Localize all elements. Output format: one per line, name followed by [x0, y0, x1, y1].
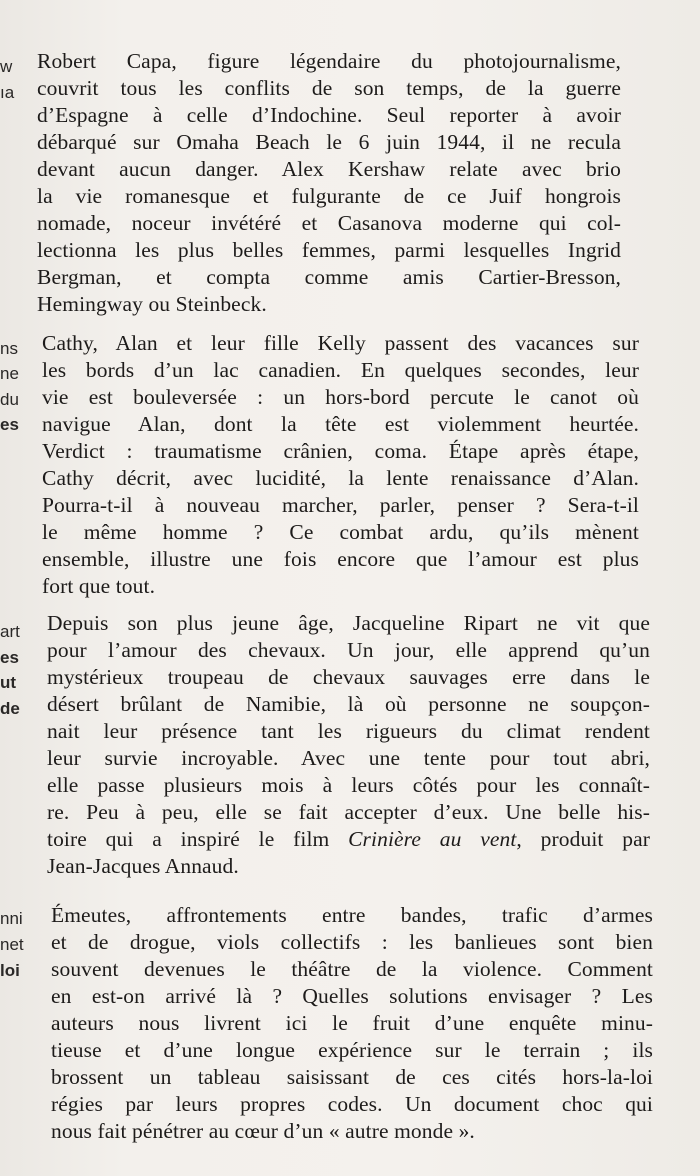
text-line: auteurs nous livrent ici le fruit d’une enquête minu-: [51, 1011, 653, 1035]
text-line: ensemble, illustre une fois encore que l’amour est plus: [42, 547, 639, 571]
text-line: elle passe plusieurs mois à leurs côtés pour les connaît-: [47, 773, 650, 797]
text-line: Cathy décrit, avec lucidité, la lente renaissance d’Alan.: [42, 466, 639, 490]
text-line: les bords d’un lac canadien. En quelques secondes, leur: [42, 358, 639, 382]
text-line: vie est bouleversée : un hors-bord percute le canot où: [42, 385, 639, 409]
text-line: débarqué sur Omaha Beach le 6 juin 1944, il ne recula: [37, 130, 621, 154]
text-line: pour l’amour des chevaux. Un jour, elle apprend qu’un: [47, 638, 650, 662]
text-line: nait leur présence tant les rigueurs du climat rendent: [47, 719, 650, 743]
text-line: désert brûlant de Namibie, là où personne ne soupçon-: [47, 692, 650, 716]
text-line: devant aucun danger. Alex Kershaw relate avec brio: [37, 157, 621, 181]
margin-fragment: ne: [0, 364, 19, 383]
margin-fragment: loi: [0, 961, 20, 980]
text-line: le même homme ? Ce combat ardu, qu’ils mènent: [42, 520, 639, 544]
text-line: en est-on arrivé là ? Quelles solutions envisager ? Les: [51, 984, 653, 1008]
paragraph-ripart: [47, 610, 650, 880]
text-line: fort que tout.: [42, 574, 156, 598]
margin-fragment: ns: [0, 339, 18, 358]
text-line: Robert Capa, figure légendaire du photojournalisme,: [37, 49, 621, 73]
text-line: nomade, noceur invétéré et Casanova moderne qui col-: [37, 211, 621, 235]
text-line: Émeutes, affrontements entre bandes, trafic d’armes: [51, 903, 653, 927]
margin-fragment: ıa: [0, 83, 15, 102]
text-line: mystérieux troupeau de chevaux sauvages erre dans le: [47, 665, 650, 689]
text-line: et de drogue, viols collectifs : les banlieues sont bien: [51, 930, 653, 954]
text-line: navigue Alan, dont la tête est violemment heurtée.: [42, 412, 639, 436]
text-line: Verdict : traumatisme crânien, coma. Étape après étape,: [42, 439, 639, 463]
margin-fragment: nni: [0, 909, 23, 928]
text-line: d’Espagne à celle d’Indochine. Seul reporter à avoir: [37, 103, 621, 127]
text-line: Bergman, et compta comme amis Cartier-Bresson,: [37, 265, 621, 289]
text-line: Hemingway ou Steinbeck.: [37, 292, 267, 316]
text-line: lectionna les plus belles femmes, parmi lesquelles Ingrid: [37, 238, 621, 262]
text-line: Pourra-t-il à nouveau marcher, parler, penser ? Sera-t-il: [42, 493, 639, 517]
margin-fragment: art: [0, 622, 20, 641]
paragraph-cathy-alan: [42, 330, 639, 600]
paragraph-capa: [37, 48, 621, 318]
text-line: tieuse et d’une longue expérience sur le terrain ; ils: [51, 1038, 653, 1062]
text-line: toire qui a inspiré le film Crinière au vent, produit par: [47, 827, 650, 851]
margin-fragment: de: [0, 699, 20, 718]
text-line: leur survie incroyable. Avec une tente pour tout abri,: [47, 746, 650, 770]
text-line: re. Peu à peu, elle se fait accepter d’eux. Une belle his-: [47, 800, 650, 824]
left-column-fragments: [0, 0, 26, 1176]
text-line: brossent un tableau saisissant de ces cités hors-la-loi: [51, 1065, 653, 1089]
text-line: Depuis son plus jeune âge, Jacqueline Ripart ne vit que: [47, 611, 650, 635]
text-line: Cathy, Alan et leur fille Kelly passent des vacances sur: [42, 331, 639, 355]
margin-fragment: du: [0, 390, 19, 409]
margin-fragment: w: [0, 57, 13, 76]
margin-fragment: net: [0, 935, 24, 954]
margin-fragment: ut: [0, 673, 17, 692]
text-line: la vie romanesque et fulgurante de ce Juif hongrois: [37, 184, 621, 208]
text-line: couvrit tous les conflits de son temps, de la guerre: [37, 76, 621, 100]
paragraph-banlieues: [51, 902, 653, 1145]
margin-fragment: es: [0, 648, 19, 667]
text-line: Jean-Jacques Annaud.: [47, 854, 239, 878]
film-title: Crinière au vent: [348, 827, 517, 851]
text-line: souvent devenues le théâtre de la violence. Comment: [51, 957, 653, 981]
text-line: nous fait pénétrer au cœur d’un « autre monde ».: [51, 1119, 475, 1143]
text-line: régies par leurs propres codes. Un document choc qui: [51, 1092, 653, 1116]
margin-fragment: es: [0, 415, 19, 434]
